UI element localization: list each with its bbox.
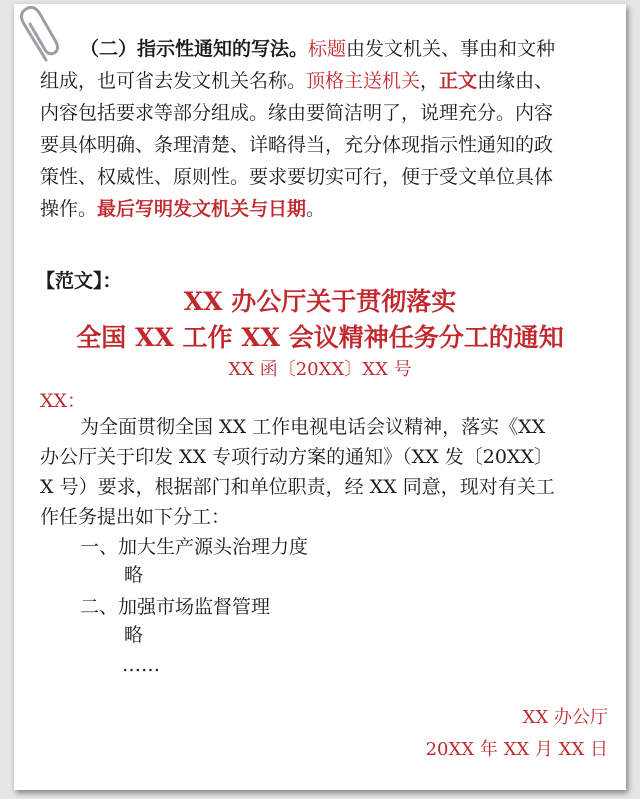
body-line-2: 办公厅关于印发 XX 专项行动方案的通知》（XX 发〔20XX〕	[40, 446, 553, 468]
addressee: XX：	[40, 390, 87, 412]
list-item-1-detail: 略	[124, 564, 144, 586]
sample-label: 【范文】：	[36, 270, 122, 292]
doc-title-line-1: XX 办公厅关于贯彻落实	[183, 287, 457, 316]
doc-title-line-2: 全国 XX 工作 XX 会议精神任务分工的通知	[76, 323, 564, 352]
body-line-1: 为全面贯彻全国 XX 工作电视电话会议精神，落实《XX	[80, 416, 546, 438]
paper-clip-icon	[16, 4, 64, 62]
ellipsis: ……	[122, 654, 160, 676]
document-page	[14, 4, 626, 790]
intro-line-4: 要具体明确、条理清楚、详略得当，充分体现指示性通知的政	[40, 134, 554, 156]
intro-line-5: 策性、权威性、原则性。要求要切实可行，便于受文单位具体	[40, 166, 554, 188]
intro-line-1: （二）指示性通知的写法。标题由发文机关、事由和文种	[80, 38, 556, 60]
intro-line-6: 操作。最后写明发文机关与日期。	[40, 198, 326, 220]
list-item-1: 一、加大生产源头治理力度	[80, 536, 309, 558]
doc-number: XX 函〔20XX〕XX 号	[228, 359, 412, 380]
body-line-4: 作任务提出如下分工：	[40, 506, 231, 528]
body-line-3: X 号）要求，根据部门和单位职责，经 XX 同意，现对有关工	[40, 476, 555, 498]
issue-date: 20XX 年 XX 月 XX 日	[425, 739, 608, 760]
list-item-2-detail: 略	[124, 624, 144, 646]
intro-line-3: 内容包括要求等部分组成。缘由要简洁明了，说理充分。内容	[40, 102, 554, 124]
issuer-signature: XX 办公厅	[522, 707, 608, 728]
list-item-2: 二、加强市场监督管理	[80, 596, 271, 618]
intro-line-2: 组成，也可省去发文机关名称。顶格主送机关，正文由缘由、	[40, 70, 554, 92]
